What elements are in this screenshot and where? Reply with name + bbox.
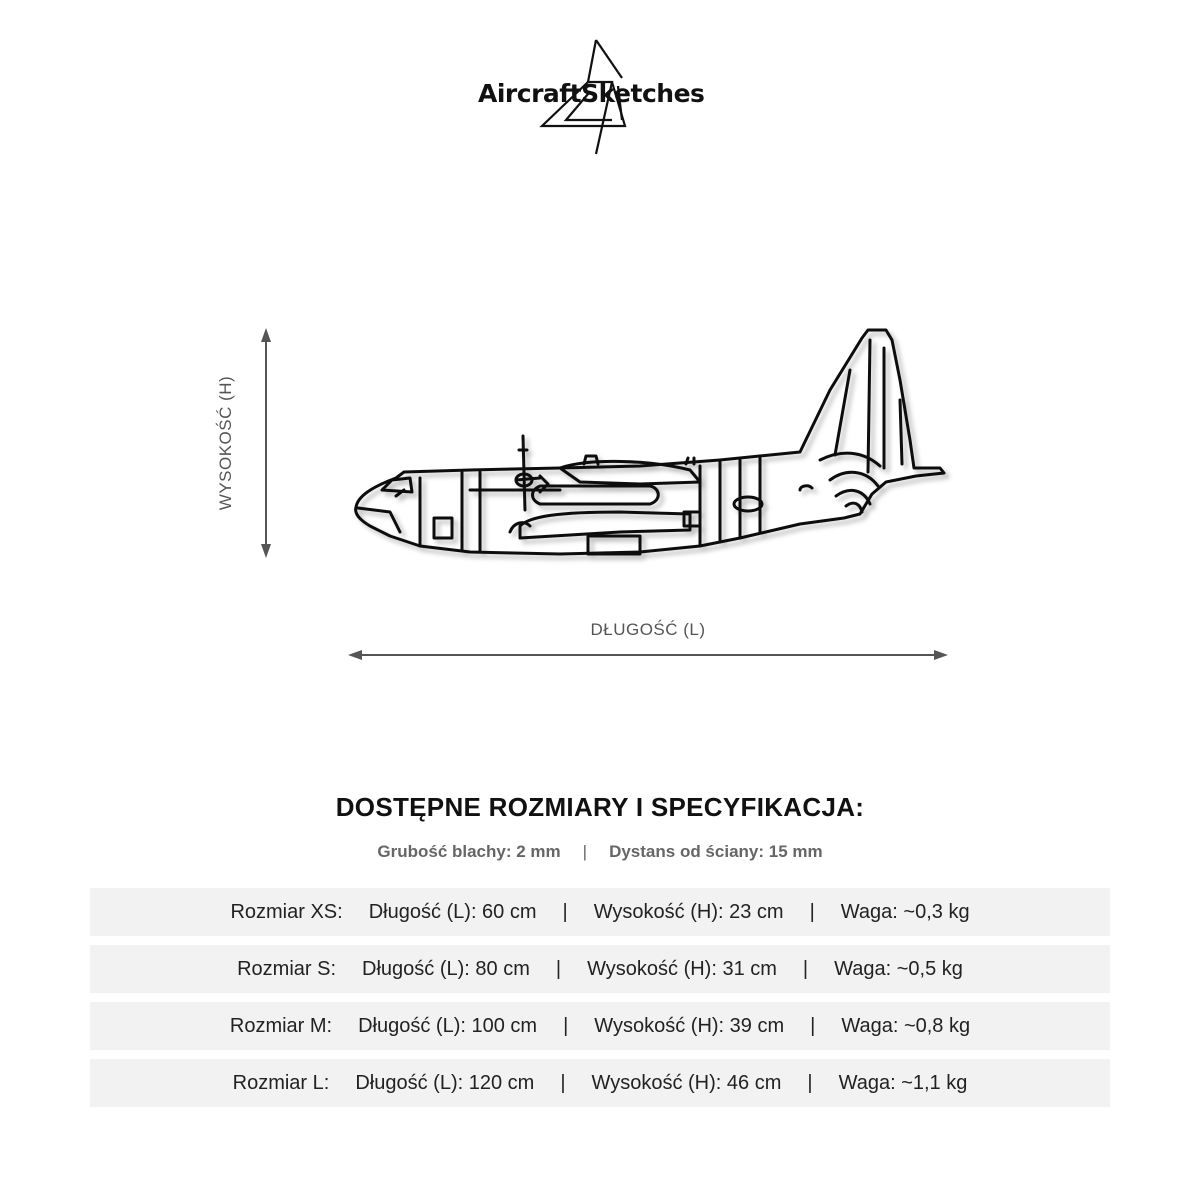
size-row-s	[90, 945, 1110, 993]
size-row-xs	[90, 888, 1110, 936]
size-row-l	[90, 1059, 1110, 1107]
row-separator: |	[560, 1071, 566, 1094]
spec-title: DOSTĘPNE ROZMIARY I SPECYFIKACJA:	[335, 792, 865, 822]
size-height: Wysokość (H): 46 cm	[591, 1071, 782, 1094]
height-arrow	[261, 328, 271, 558]
size-length: Długość (L): 80 cm	[362, 957, 530, 980]
size-weight: Waga: ~0,8 kg	[841, 1014, 971, 1037]
height-label: WYSOKOŚĆ (H)	[216, 375, 235, 511]
row-separator: |	[809, 900, 815, 923]
size-length: Długość (L): 120 cm	[355, 1071, 535, 1094]
row-separator: |	[802, 957, 809, 980]
distance-spec: Dystans od ściany: 15 mm	[609, 842, 823, 861]
size-length: Długość (L): 100 cm	[358, 1014, 538, 1037]
spec-subtitle	[0, 842, 1200, 862]
size-name: Rozmiar L:	[232, 1071, 330, 1094]
size-name: Rozmiar XS:	[230, 900, 343, 923]
row-separator: |	[563, 1014, 569, 1037]
thickness-spec: Grubość blachy: 2 mm	[377, 842, 561, 861]
size-row-m	[90, 1002, 1110, 1050]
aircraft-silhouette-icon	[356, 330, 944, 554]
size-weight: Waga: ~0,3 kg	[840, 900, 970, 923]
length-label: DŁUGOŚĆ (L)	[590, 620, 706, 639]
spec-separator: |	[582, 842, 588, 861]
row-separator: |	[810, 1014, 816, 1037]
size-height: Wysokość (H): 39 cm	[594, 1014, 785, 1037]
size-weight: Waga: ~0,5 kg	[834, 957, 963, 980]
row-separator: |	[562, 900, 568, 923]
size-height: Wysokość (H): 23 cm	[593, 900, 784, 923]
size-weight: Waga: ~1,1 kg	[838, 1071, 968, 1094]
length-arrow	[348, 650, 948, 660]
size-length: Długość (L): 60 cm	[368, 900, 537, 923]
row-separator: |	[807, 1071, 813, 1094]
brand-name: AircraftSketches	[478, 79, 705, 108]
size-name: Rozmiar S:	[237, 957, 337, 980]
row-separator: |	[555, 957, 562, 980]
size-name: Rozmiar M:	[229, 1014, 333, 1037]
size-height: Wysokość (H): 31 cm	[587, 957, 777, 980]
